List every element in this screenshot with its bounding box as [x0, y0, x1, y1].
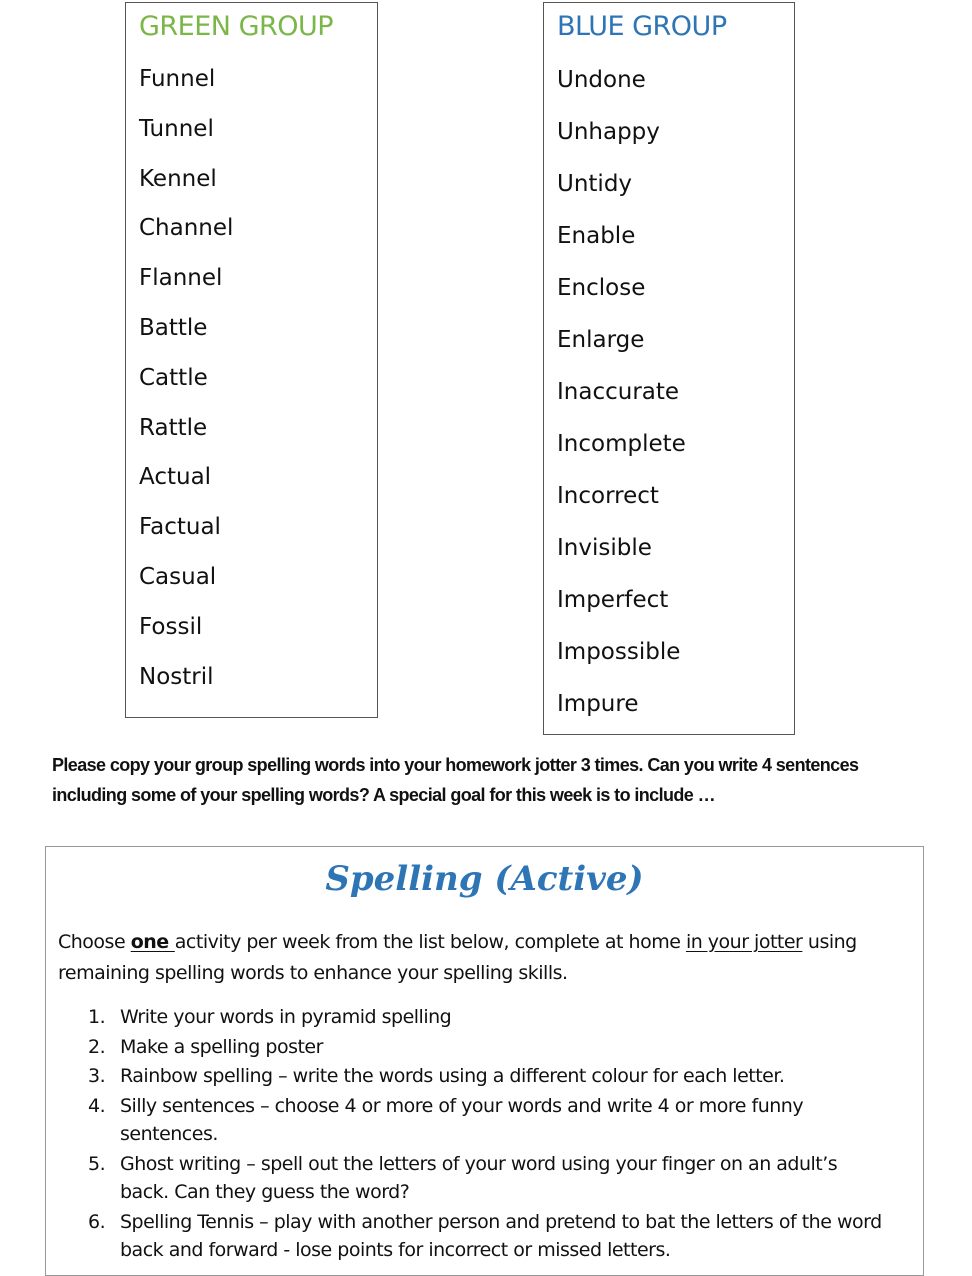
- spelling-word: Cattle: [139, 364, 208, 391]
- intro-text: activity per week from the list below, complete at home: [174, 931, 686, 953]
- intro-text: using remaining spelling words to enhance your spelling skills.: [58, 931, 857, 984]
- green-group-box: [125, 2, 378, 718]
- activity-text: Make a spelling poster: [120, 1035, 323, 1058]
- spelling-word: Funnel: [139, 66, 216, 92]
- activity-item: [88, 1150, 888, 1207]
- spelling-word: Casual: [139, 564, 217, 590]
- spelling-word: Enclose: [557, 275, 646, 301]
- intro-emphasis-jotter: in your jotter: [685, 931, 803, 953]
- spelling-word: Incomplete: [557, 431, 686, 457]
- activity-number: 3.: [88, 1065, 106, 1087]
- activity-list: [88, 1003, 888, 1266]
- activity-item: [88, 1092, 888, 1149]
- activity-text: Silly sentences – choose 4 or more of your words and write 4 or more funny sentences.: [120, 1094, 804, 1145]
- blue-group-box: [543, 2, 795, 735]
- spelling-word: Impossible: [557, 639, 681, 665]
- activity-item: [88, 1003, 888, 1032]
- activity-text: Ghost writing – spell out the letters of your word using your finger on an adult’s back. Can they guess the word?: [120, 1152, 838, 1203]
- spelling-word: Enlarge: [557, 327, 645, 353]
- spelling-word: Nostril: [139, 663, 214, 690]
- spelling-word: Kennel: [139, 165, 217, 192]
- activity-text: Spelling Tennis – play with another person and pretend to bat the letters of the word back and forward - lose points for incorrect or missed letters.: [120, 1210, 882, 1261]
- spelling-word: Battle: [139, 315, 208, 341]
- spelling-active-box: [45, 846, 924, 1276]
- activity-number: 4.: [88, 1094, 106, 1117]
- spelling-word: Tunnel: [139, 115, 214, 142]
- activity-item: [88, 1033, 888, 1062]
- spelling-word: Imperfect: [557, 587, 669, 613]
- spelling-word: Incorrect: [557, 483, 659, 509]
- activity-number: 5.: [88, 1152, 106, 1175]
- activity-intro: [58, 927, 918, 989]
- activity-item: [88, 1208, 888, 1265]
- spelling-word: Flannel: [139, 265, 223, 292]
- intro-text: Choose: [58, 931, 131, 953]
- activity-number: 2.: [88, 1035, 106, 1058]
- spelling-word: Impure: [557, 691, 639, 717]
- spelling-word: Fossil: [139, 613, 203, 640]
- spelling-word: Invisible: [557, 535, 652, 561]
- spelling-word: Channel: [139, 215, 234, 242]
- spelling-word: Unhappy: [557, 119, 660, 145]
- activity-item: [88, 1062, 888, 1091]
- intro-emphasis-one: one: [130, 931, 175, 953]
- blue-group-heading: BLUE GROUP: [557, 11, 727, 42]
- homework-instructions: Please copy your group spelling words into your homework jotter 3 times. Can you write 4 sentences including some of your spelling words? A special goal for this week is to include …: [52, 755, 859, 805]
- spelling-word: Actual: [139, 464, 212, 491]
- spelling-active-title: Spelling (Active): [325, 859, 644, 899]
- spelling-word: Enable: [557, 223, 636, 249]
- spelling-word: Inaccurate: [557, 379, 680, 405]
- spelling-word: Undone: [557, 67, 646, 93]
- activity-number: 1.: [88, 1006, 106, 1028]
- activity-text: Write your words in pyramid spelling: [120, 1006, 452, 1028]
- activity-text: Rainbow spelling – write the words using a different colour for each letter.: [120, 1065, 785, 1087]
- activity-number: 6.: [88, 1210, 106, 1233]
- spelling-word: Untidy: [557, 171, 633, 197]
- spelling-word: Rattle: [139, 414, 208, 441]
- spelling-word: Factual: [139, 514, 221, 541]
- green-group-heading: GREEN GROUP: [139, 11, 334, 42]
